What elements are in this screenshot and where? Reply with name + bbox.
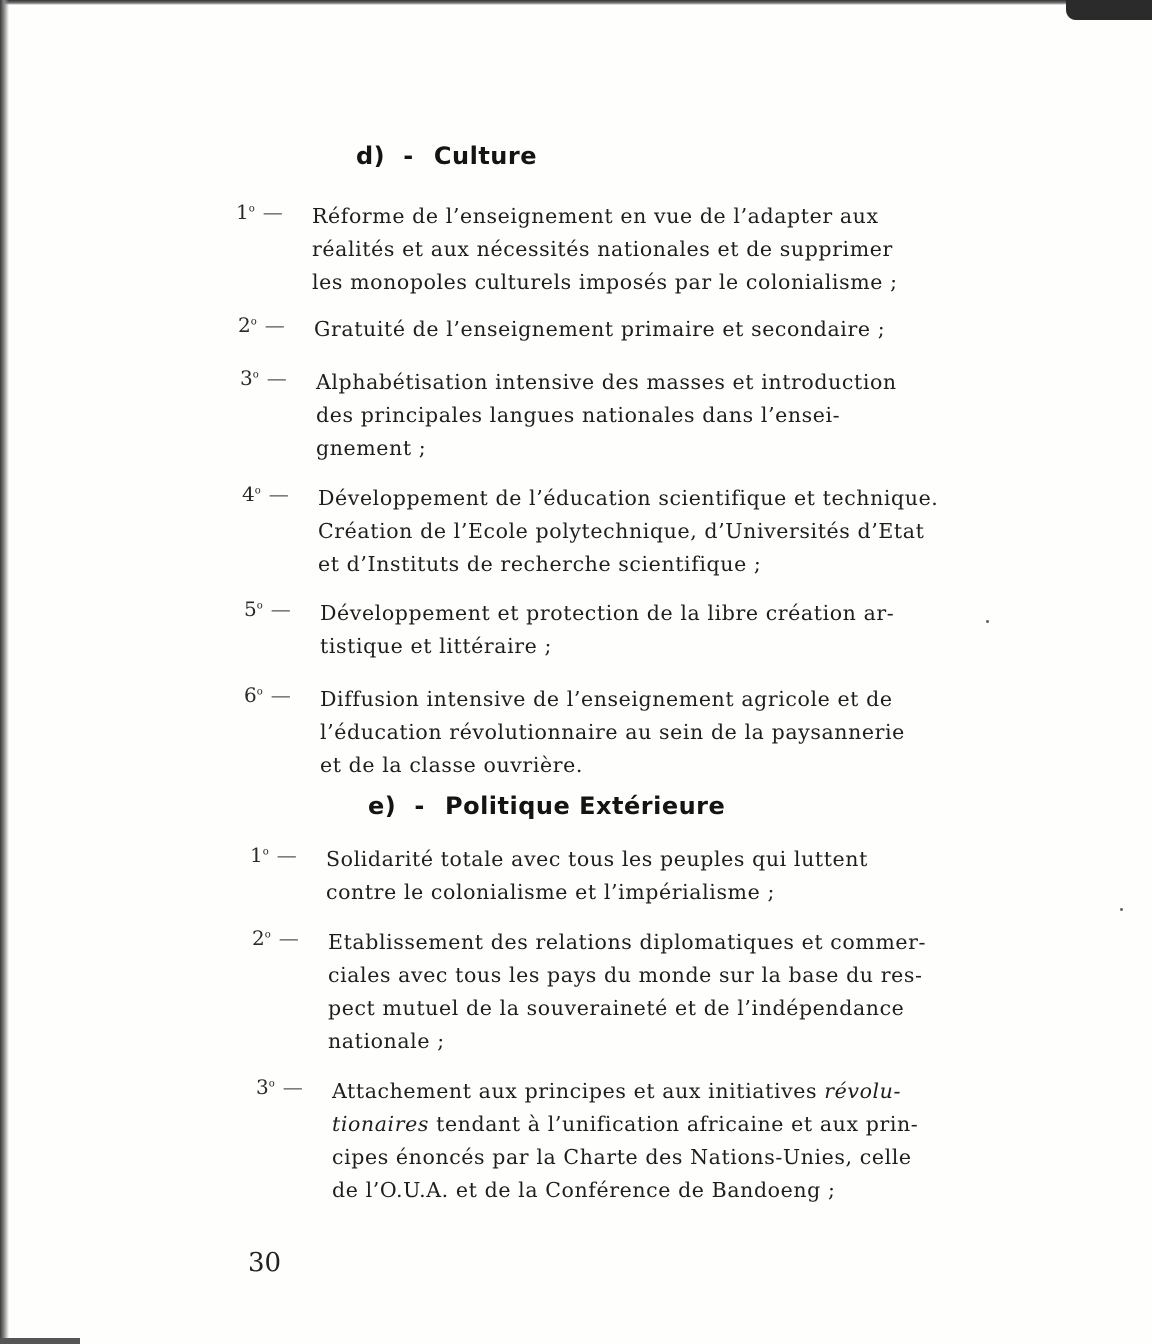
item-text: Développement de l’éducation scientifique et technique. Création de l’Ecole polytechnique, d’Universités d’Etat et d’Instituts de recherche scientifique ;: [318, 486, 939, 576]
section-letter: e): [368, 792, 397, 820]
list-item: [242, 482, 1122, 602]
section-title: Culture: [433, 142, 538, 170]
item-number: 3$^o$ —: [240, 366, 287, 390]
item-text: Alphabétisation intensive des masses et introduction des principales langues nationales dans l’ensei- gnement ;: [316, 370, 897, 460]
scan-edge-bottom: [0, 1338, 80, 1344]
list-item: [252, 926, 1132, 1053]
section-title: Politique Extérieure: [445, 792, 726, 820]
item-number: 1$^o$ —: [250, 843, 297, 867]
list-item: [256, 1075, 1136, 1202]
section-dash: -: [414, 792, 425, 820]
page-number: 30: [248, 1248, 282, 1278]
section-letter: d): [356, 142, 386, 170]
section-heading-culture: [356, 142, 537, 170]
item-text: Solidarité totale avec tous les peuples qui luttent contre le colonialisme et l’impérialisme ;: [326, 847, 868, 904]
scan-edge-top: [0, 0, 1152, 5]
list-item: [244, 683, 1124, 803]
scan-speck: [986, 620, 989, 623]
scan-edge-left: [0, 0, 9, 1344]
item-text: Développement et protection de la libre création ar- tistique et littéraire ;: [320, 601, 895, 658]
item-text: Gratuité de l’enseignement primaire et secondaire ;: [314, 317, 886, 341]
item-number: 2$^o$ —: [252, 926, 299, 950]
list-item: [240, 366, 1120, 486]
item-text-italic: révolu- tionaires: [332, 1079, 902, 1136]
item-text: Attachement aux principes et aux initiatives révolu- tionaires tendant à l’unification africaine et aux prin- cipes énoncés par la Charte des Nations-Unies, celle de l’O.U.A. et de la Conférence de Bandoeng ;: [332, 1079, 919, 1202]
scan-edge-corner: [1066, 0, 1152, 20]
item-number: 6$^o$ —: [244, 683, 291, 707]
item-text: Réforme de l’enseignement en vue de l’adapter aux réalités et aux nécessités nationales et de supprimer les monopoles culturels imposés par le colonialisme ;: [312, 204, 898, 294]
item-number: 3$^o$ —: [256, 1075, 303, 1099]
list-item: [236, 200, 1116, 320]
item-number: 2$^o$ —: [238, 313, 285, 337]
item-number: 4$^o$ —: [242, 482, 289, 506]
section-dash: -: [403, 142, 414, 170]
item-text: Diffusion intensive de l’enseignement agricole et de l’éducation révolutionnaire au sein de la paysannerie et de la classe ouvrière.: [320, 687, 905, 777]
item-number: 1$^o$ —: [236, 200, 283, 224]
item-text: Etablissement des relations diplomatiques et commer- ciales avec tous les pays du monde sur la base du res- pect mutuel de la souveraineté et de l’indépendance nationale ;: [328, 930, 927, 1053]
item-number: 5$^o$ —: [244, 597, 291, 621]
scan-speck: [1120, 908, 1123, 911]
section-heading-politique-exterieure: [368, 792, 725, 820]
